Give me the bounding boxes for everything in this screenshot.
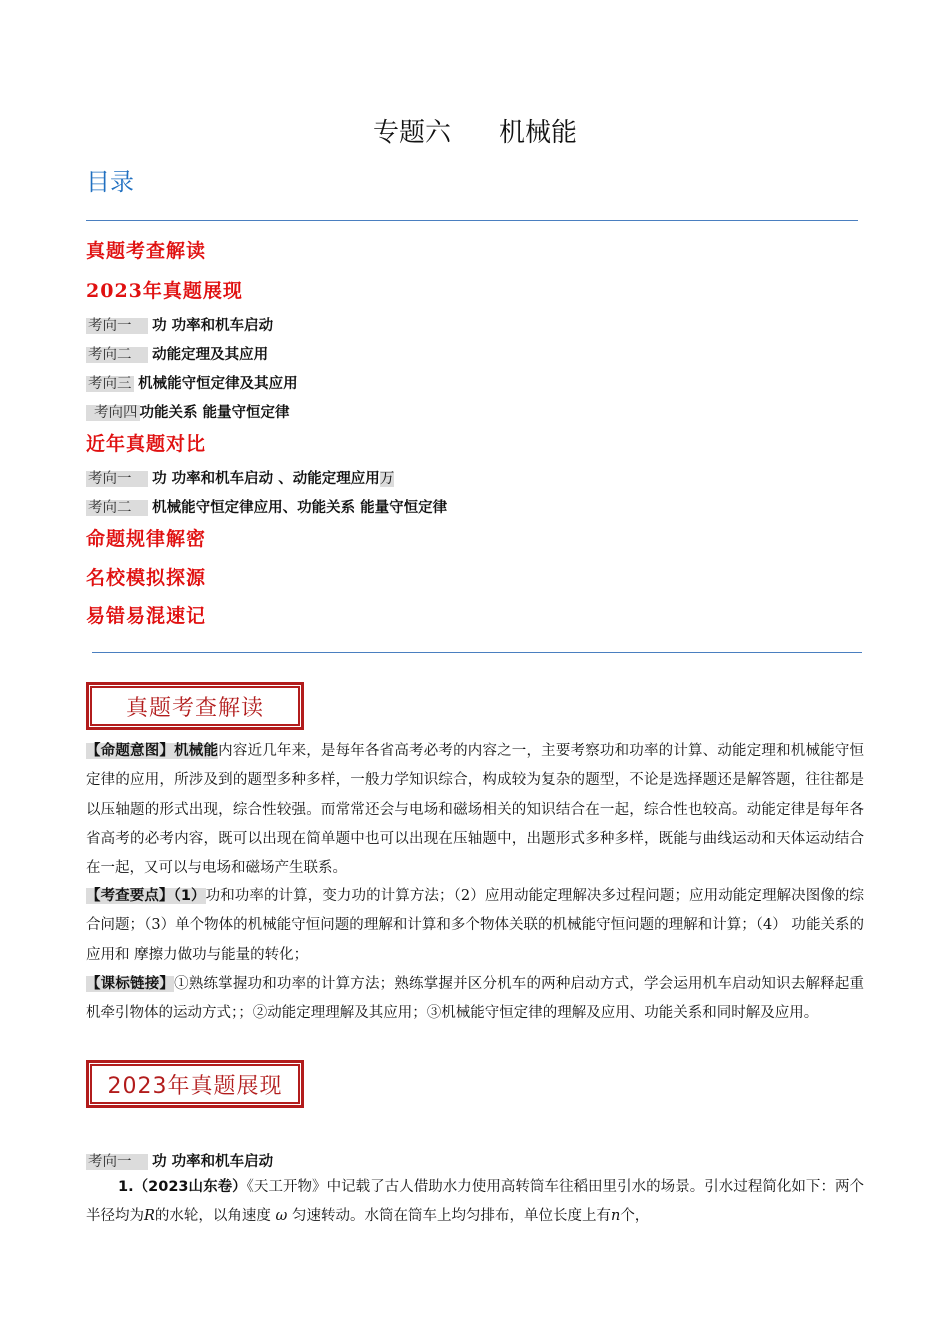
points-text: 功和功率的计算，变力功的计算方法；（2）应用动能定理解决多过程问题；应用动能定理解决图像的综合问题；（3）单个物体的机械能守恒问题的理解和计算和多个物体关联的机械能守恒问题的理解和计算；（4） 功能关系的应用和 摩擦力做功与能量的转化； bbox=[86, 888, 864, 963]
toc-link-recent-comparison[interactable]: 近年真题对比 bbox=[86, 433, 207, 455]
question-tag: 考向一 bbox=[88, 1154, 132, 1170]
toc-tag: 考向一 bbox=[88, 318, 132, 334]
toc-text: 机械能守恒定律及其应用 bbox=[138, 376, 298, 392]
toc-link-pattern-decode[interactable]: 命题规律解密 bbox=[86, 528, 207, 550]
problem-text-a: 《天工开物》中记载了古人借助水力使用高转筒车往稻田里引水的场景。引水过程简化如下：两个半径均为 bbox=[86, 1179, 865, 1225]
var-n: n bbox=[610, 1208, 621, 1225]
toc-bottom-divider bbox=[92, 652, 862, 653]
toc-tag: 考向一 bbox=[88, 471, 132, 487]
var-omega: ω bbox=[275, 1208, 288, 1225]
toc-link-error-notes[interactable]: 易错易混速记 bbox=[86, 605, 207, 627]
section-banner-exam-analysis bbox=[86, 682, 304, 730]
toc-tag: 考向二 bbox=[88, 347, 132, 363]
problem-1 bbox=[86, 1173, 864, 1232]
problem-text-b: 的水轮，以角速度 bbox=[154, 1208, 271, 1225]
intent-text: 内容近几年来，是每年各省高考必考的内容之一，主要考察功和功率的计算、动能定理和机械能守恒定律的应用，所涉及到的题型多种多样，一般力学知识综合，构成较为复杂的题型，不论是选择题还是解答题，往往都是以压轴题的形式出现，综合性较强。而常常还会与电场和磁场相关的知识结合在一起，综合性也较高。动能定律是每年各省高考的必考内容，既可以出现在简单题中也可以出现在压轴题中，出题形式多种多样，既能与曲线运动和天体运动结合在一起，又可以与电场和磁场产生联系。 bbox=[86, 743, 865, 877]
question-direction-heading bbox=[86, 1150, 273, 1171]
toc-link-direction-4[interactable] bbox=[86, 401, 290, 422]
page-title bbox=[0, 112, 950, 149]
toc-text: 功 功率和机车启动 、动能定理应用 bbox=[152, 471, 380, 487]
question-title: 功 功率和机车启动 bbox=[152, 1154, 274, 1170]
banner-title: 真题考查解读 bbox=[90, 686, 300, 726]
link-label: 【课标链接】 bbox=[86, 976, 175, 992]
toc-link-recent-direction-2[interactable] bbox=[86, 496, 447, 517]
problem-number: 1. bbox=[118, 1179, 134, 1195]
var-r: R bbox=[144, 1208, 155, 1225]
toc-text: 机械能守恒定律应用、功能关系 能量守恒定律 bbox=[152, 500, 448, 516]
intent-label: 【命题意图】机械能 bbox=[86, 743, 219, 759]
toc-link-direction-3[interactable] bbox=[86, 372, 298, 393]
toc-heading: 目录 bbox=[86, 168, 134, 196]
title-part2: 机械能 bbox=[499, 118, 578, 148]
toc-tag: 考向四 bbox=[86, 405, 140, 421]
toc-text: 功 功率和机车启动 bbox=[152, 318, 274, 334]
problem-source: （2023山东卷） bbox=[133, 1179, 247, 1195]
toc-tail: 万 bbox=[379, 471, 395, 487]
toc-link-recent-direction-1[interactable] bbox=[86, 467, 394, 488]
toc-tag: 考向三 bbox=[88, 376, 132, 392]
toc-text: 功能关系 能量守恒定律 bbox=[139, 405, 290, 421]
toc-tag: 考向二 bbox=[88, 500, 132, 516]
toc-link-exam-analysis[interactable]: 真题考查解读 bbox=[86, 240, 207, 262]
banner-title: 2023年真题展现 bbox=[90, 1064, 300, 1104]
points-paragraph bbox=[86, 882, 864, 970]
link-paragraph bbox=[86, 970, 864, 1029]
problem-text-d: 个， bbox=[620, 1208, 650, 1225]
points-label: 【考查要点】（1） bbox=[86, 888, 206, 904]
toc-top-divider bbox=[86, 220, 858, 221]
toc-link-direction-1[interactable] bbox=[86, 314, 273, 335]
toc-link-2023-exams[interactable]: 2023年真题展现 bbox=[86, 280, 243, 302]
toc-link-direction-2[interactable] bbox=[86, 343, 268, 364]
toc-text: 动能定理及其应用 bbox=[152, 347, 269, 363]
title-part1: 专题六 bbox=[372, 118, 451, 148]
section-banner-2023-exams bbox=[86, 1060, 304, 1108]
intent-paragraph bbox=[86, 737, 864, 883]
problem-text-c: 匀速转动。水筒在筒车上均匀排布，单位长度上有 bbox=[291, 1208, 611, 1225]
link-text: ①熟练掌握功和功率的计算方法；熟练掌握并区分机车的两种启动方式，学会运用机车启动知识去解释起重机牵引物体的运动方式；；②动能定理理解及其应用；③机械能守恒定律的理解及应用、功能关系和同时解及应用。 bbox=[86, 976, 865, 1022]
toc-link-mock-source[interactable]: 名校模拟探源 bbox=[86, 567, 207, 589]
